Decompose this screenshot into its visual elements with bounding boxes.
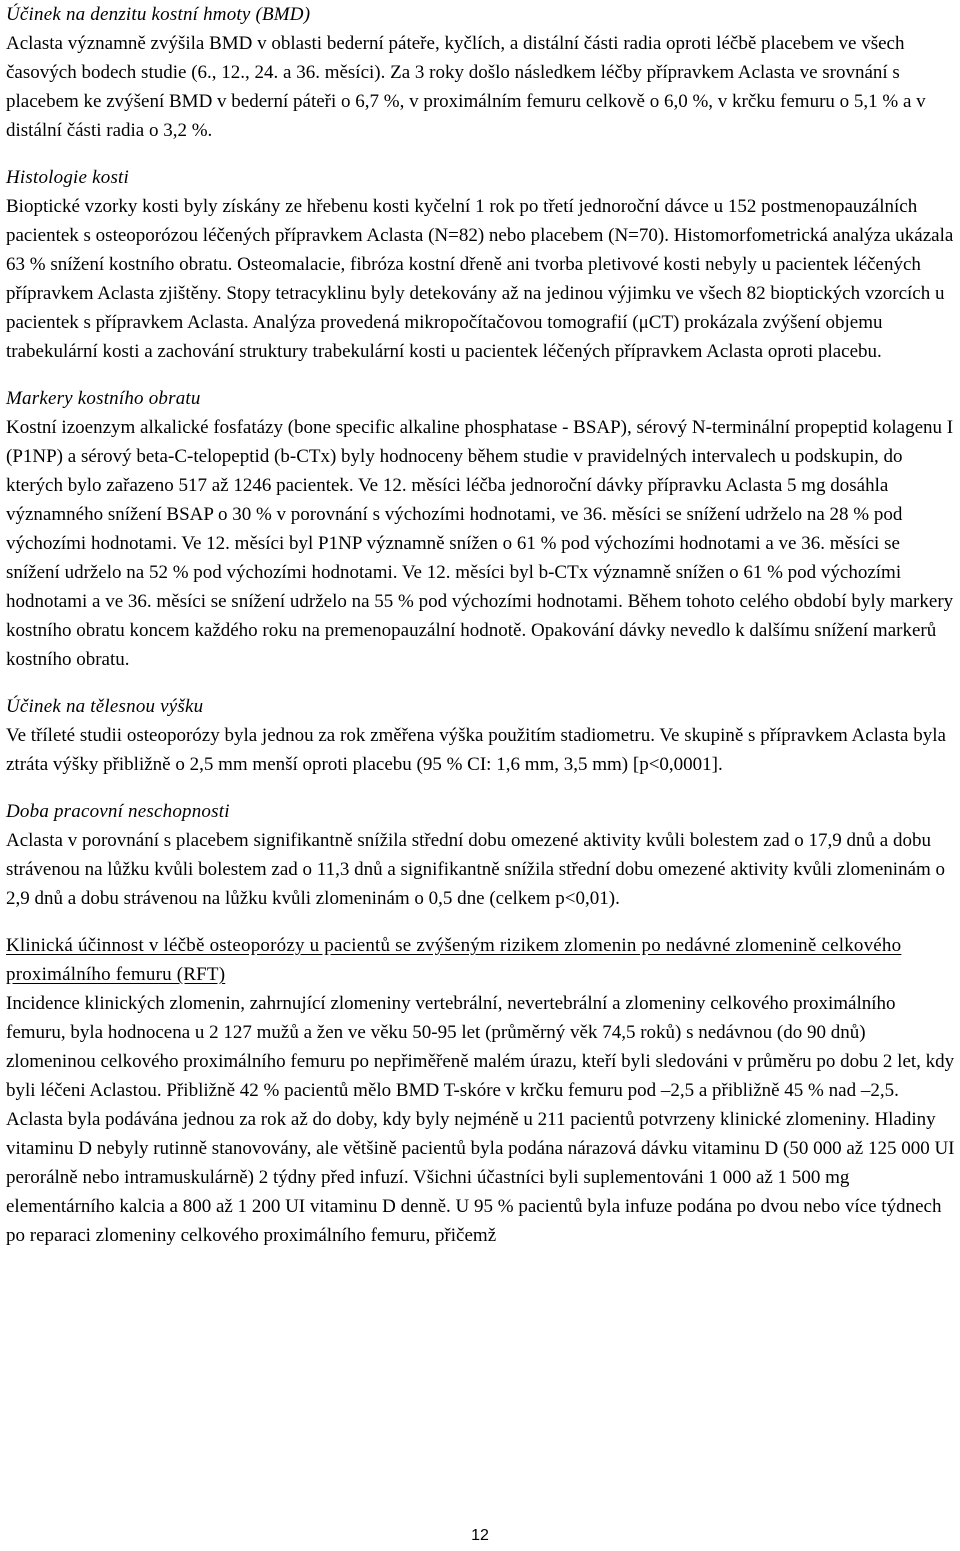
section-heading-bone-markers: Markery kostního obratu <box>6 388 201 409</box>
section-clinical-efficacy <box>6 931 956 1250</box>
section-heading-work-disability: Doba pracovní neschopnosti <box>6 801 230 822</box>
section-heading-clinical-efficacy: Klinická účinnost v léčbě osteoporózy u pacientů se zvýšeným rizikem zlomenin po nedávné zlomenině celkového proximálního femuru (RFT) <box>6 935 902 985</box>
section-body-bmd: Aclasta významně zvýšila BMD v oblasti bederní páteře, kyčlích, a distální části radia oproti léčbě placebem ve všech časových bodech studie (6., 12., 24. a 36. měsíci). Za 3 roky došlo následkem léčby přípravkem Aclasta ve srovnání s placebem ke zvýšení BMD v bederní páteři o 6,7 %, v proximálním femuru celkově o 6,0 %, v krčku femuru o 5,1 % a v distální části radia o 3,2 %. <box>6 33 926 141</box>
section-gap <box>6 366 956 384</box>
section-gap <box>6 779 956 797</box>
section-body-histology: Bioptické vzorky kosti byly získány ze hřebenu kosti kyčelní 1 rok po třetí jednoroční dávce u 152 postmenopauzálních pacientek s osteoporózou léčených přípravkem Aclasta (N=82) nebo placebem (N=70). Histomorfometrická analýza ukázala 63 % snížení kostního obratu. Osteomalacie, fibróza kostní dřeně ani tvorba pletivové kosti nebyly u pacientek léčených přípravkem Aclasta zjištěny. Stopy tetracyklinu byly detekovány až na jedinou výjimku ve všech 82 bioptických vzorcích u pacientek s přípravkem Aclasta. Analýza provedená mikropočítačovou tomografií (μCT) prokázala zvýšení objemu trabekulární kosti a zachování struktury trabekulární kosti u pacientek léčených přípravkem Aclasta oproti placebu. <box>6 196 954 362</box>
section-gap <box>6 674 956 692</box>
section-heading-histology: Histologie kosti <box>6 167 129 188</box>
document-page <box>6 0 956 1551</box>
section-gap <box>6 145 956 163</box>
section-body-work-disability: Aclasta v porovnání s placebem signifikantně snížila střední dobu omezené aktivity kvůli bolestem zad o 17,9 dnů a dobu strávenou na lůžku kvůli bolestem zad o 11,3 dnů a signifikantně snížila střední dobu omezené aktivity kvůli zlomeninám o 2,9 dnů a dobu strávenou na lůžku kvůli zlomeninám o 0,5 dne (celkem p<0,01). <box>6 830 946 909</box>
section-body-body-height: Ve tříleté studii osteoporózy byla jednou za rok změřena výška použitím stadiometru. Ve skupině s přípravkem Aclasta byla ztráta výšky přibližně o 2,5 mm menší oproti placebu (95 % CI: 1,6 mm, 3,5 mm) [p<0,0001]. <box>6 725 946 775</box>
section-body-clinical-efficacy: Incidence klinických zlomenin, zahrnující zlomeniny vertebrální, nevertebrální a zlomeniny celkového proximálního femuru, byla hodnocena u 2 127 mužů a žen ve věku 50-95 let (průměrný věk 74,5 roků) s nedávnou (do 90 dnů) zlomeninou celkového proximálního femuru po nepřiměřeně malém úrazu, kteří byli sledováni v průměru po dobu 2 let, kdy byli léčeni Aclastou. Přibližně 42 % pacientů mělo BMD T-skóre v krčku femuru pod –2,5 a přibližně 45 % nad –2,5. Aclasta byla podávána jednou za rok až do doby, kdy byly nejméně u 211 pacientů potvrzeny klinické zlomeniny. Hladiny vitaminu D nebyly rutinně stanovovány, ale většině pacientů byla podána nárazová dávku vitaminu D (50 000 až 125 000 UI perorálně nebo intramuskulárně) 2 týdny před infuzí. Všichni účastníci byli suplementováni 1 000 až 1 500 mg elementárního kalcia a 800 až 1 200 UI vitaminu D denně. U 95 % pacientů byla infuze podána po dvou nebo více týdnech po reparaci zlomeniny celkového proximálního femuru, přičemž <box>6 993 955 1246</box>
section-work-disability <box>6 797 956 913</box>
section-bone-markers <box>6 384 956 674</box>
section-body-bone-markers: Kostní izoenzym alkalické fosfatázy (bone specific alkaline phosphatase - BSAP), sérový N-terminální propeptid kolagenu I (P1NP) a sérový beta-C-telopeptid (b-CTx) byly hodnoceny během studie v pravidelných intervalech u podskupin, do kterých bylo zařazeno 517 až 1246 pacientek. Ve 12. měsíci léčba jednoroční dávky přípravku Aclasta 5 mg dosáhla významného snížení BSAP o 30 % v porovnání s výchozími hodnotami, ve 36. měsíci se snížení udrželo na 28 % pod výchozími hodnotami. Ve 12. měsíci byl P1NP významně snížen o 61 % pod výchozími hodnotami a ve 36. měsíci se snížení udrželo na 52 % pod výchozími hodnotami. Ve 12. měsíci byl b-CTx významně snížen o 61 % pod výchozími hodnotami a ve 36. měsíci se snížení udrželo na 55 % pod výchozími hodnotami. Během tohoto celého období byly markery kostního obratu koncem každého roku na premenopauzální hodnotě. Opakování dávky nevedlo k dalšímu snížení markerů kostního obratu. <box>6 417 954 670</box>
section-heading-bmd: Účinek na denzitu kostní hmoty (BMD) <box>6 4 311 25</box>
section-heading-body-height: Účinek na tělesnou výšku <box>6 696 204 717</box>
section-bmd <box>6 0 956 145</box>
section-body-height <box>6 692 956 779</box>
section-gap <box>6 913 956 931</box>
section-histology <box>6 163 956 366</box>
page-number: 12 <box>471 1527 489 1544</box>
